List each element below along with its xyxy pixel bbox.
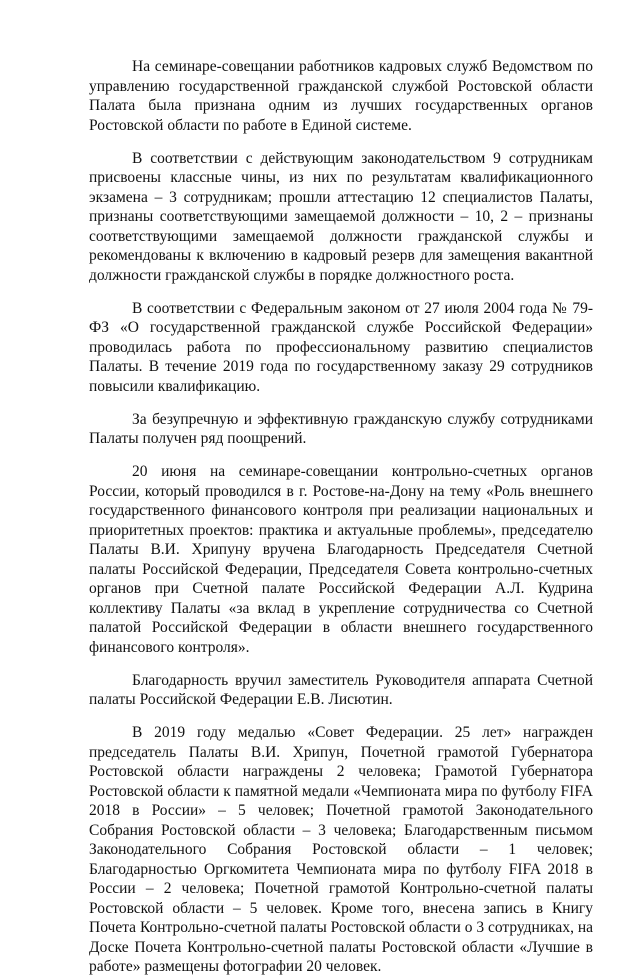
paragraph-class-ranks: В соответствии с действующим законодательством 9 сотрудникам присвоены классные чины, из них по результатам квалификационного экзамена – 3 сотрудникам; прошли аттестацию 12 специалистов Палаты, признаны соответствующими замещаемой должности – 10, 2 – признаны соответствующими замещаемой должности гражданской службы и рекомендованы к включению в кадровый резерв для замещения вакантной должности гражданской службы в порядке должностного роста.	[89, 149, 593, 284]
paragraph-gratitude-presented: Благодарность вручил заместитель Руководителя аппарата Счетной палаты Российской Федерации Е.В. Лисютин.	[89, 671, 593, 708]
paragraph-awards-2019: В 2019 году медалью «Совет Федерации. 25 лет» награжден председатель Палаты В.И. Хрипун, Почетной грамотой Губернатора Ростовской области награждены 2 человека; Грамотой Губернатора Ростовской области к памятной медали «Чемпионата мира по футболу FIFA 2018 в России» – 5 человек; Почетной грамотой Законодательного Собрания Ростовской области – 3 человека; Благодарственным письмом Законодательного Собрания Ростовской области – 1 человек; Благодарностью Оргкомитета Чемпионата мира по футболу FIFA 2018 в России – 2 человека; Почетной грамотой Контрольно-счетной палаты Ростовской области – 5 человек. Кроме того, внесена запись в Книгу Почета Контрольно-счетной палаты Ростовской области о 3 сотрудниках, на Доске Почета Контрольно-счетной палаты Ростовской области «Лучшие в работе» размещены фотографии 20 человек.	[89, 724, 593, 975]
paragraph-seminar-hr: На семинаре-совещании работников кадровых служб Ведомством по управлению государственной гражданской службой Ростовской области Палата была признана одним из лучших государственных органов Ростовской области по работе в Единой системе.	[89, 58, 593, 134]
paragraph-professional-development: В соответствии с Федеральным законом от 27 июля 2004 года № 79-ФЗ «О государственной гражданской службе Российской Федерации» проводилась работа по профессиональному развитию специалистов Палаты. В течение 2019 года по государственному заказу 29 сотрудников повысили квалификацию.	[89, 299, 593, 395]
paragraph-incentives: За безупречную и эффективную гражданскую службу сотрудниками Палаты получен ряд поощрений.	[89, 410, 593, 447]
paragraph-june-seminar: 20 июня на семинаре-совещании контрольно-счетных органов России, который проводился в г. Ростове-на-Дону на тему «Роль внешнего государственного финансового контроля при реализации национальных и приоритетных проектов: практика и актуальные проблемы», председателю Палаты В.И. Хрипуну вручена Благодарность Председателя Счетной палаты Российской Федерации, Председателя Совета контрольно-счетных органов при Счетной палате Российской Федерации А.Л. Кудрина коллективу Палаты «за вклад в укрепление сотрудничества со Счетной палатой Российской Федерации в области внешнего государственного финансового контроля».	[89, 463, 593, 656]
